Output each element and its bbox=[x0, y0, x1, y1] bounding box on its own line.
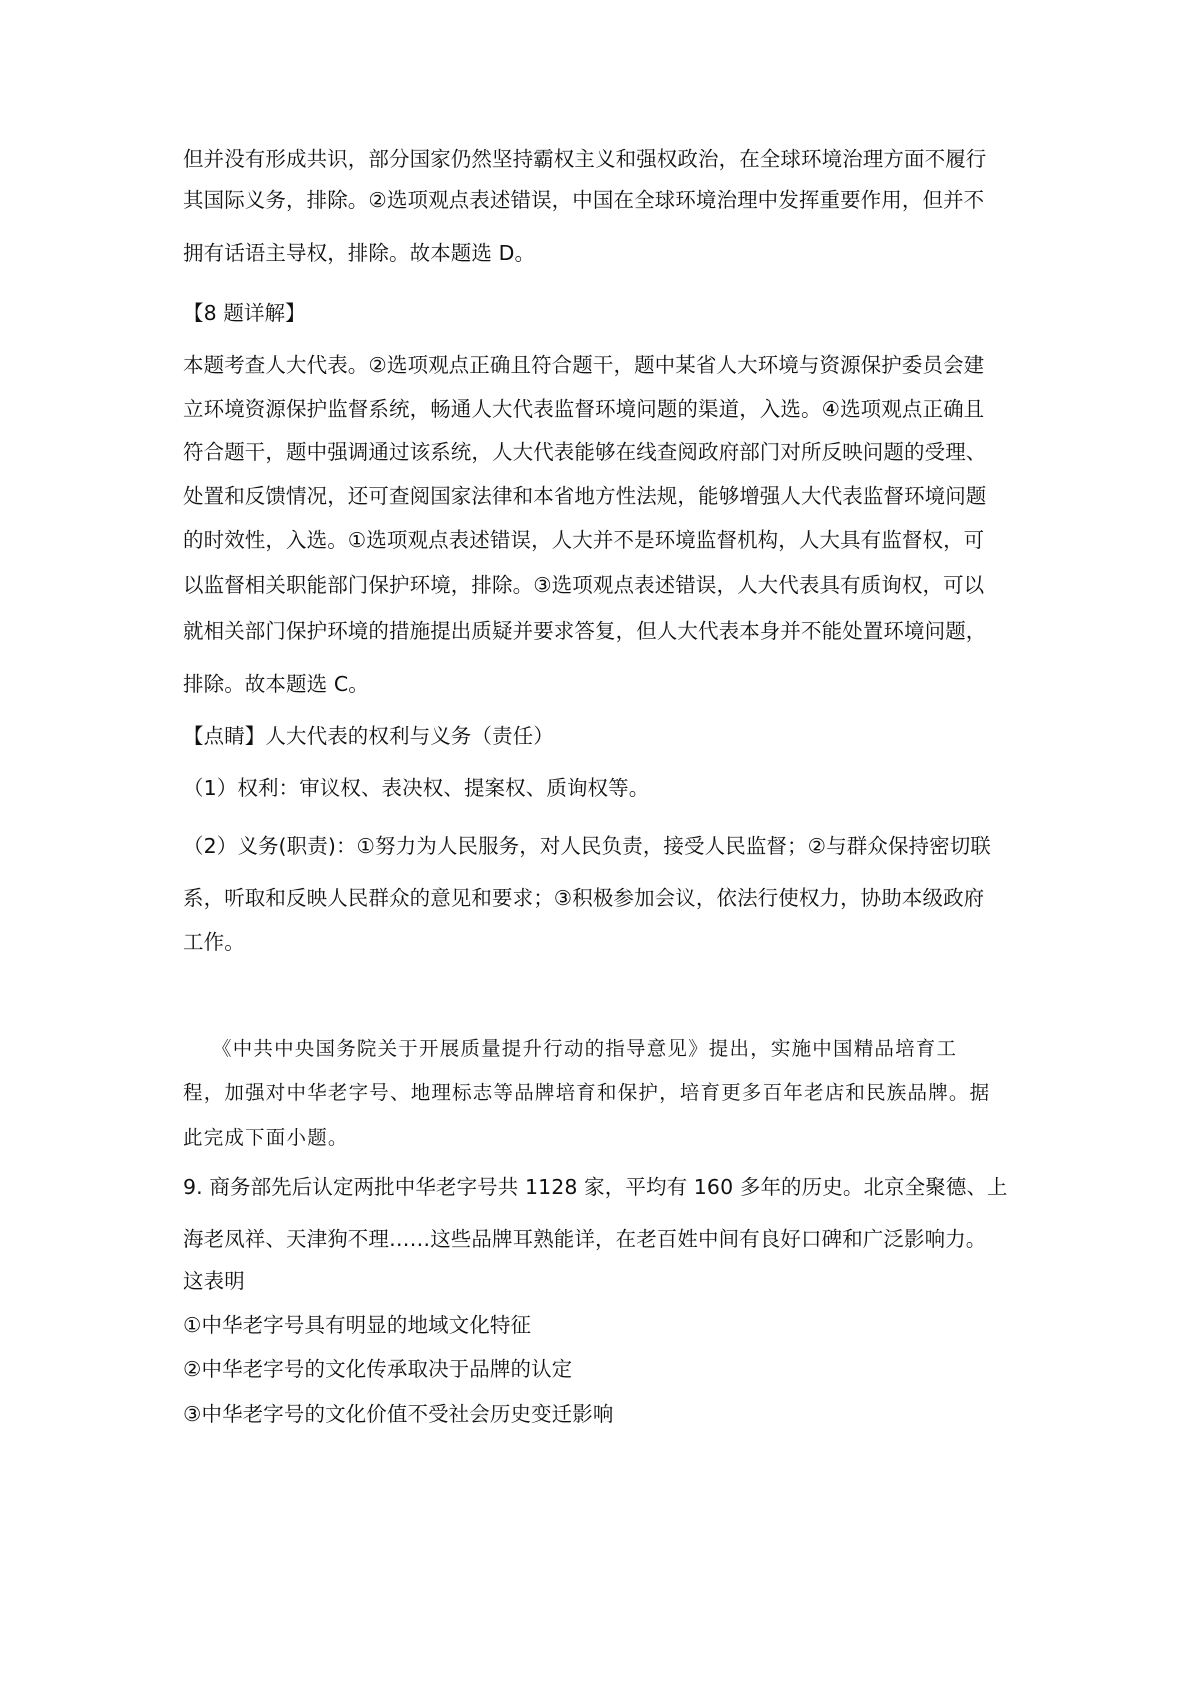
option-line: ③中华老字号的文化价值不受社会历史变迁影响 bbox=[183, 1402, 614, 1426]
rights-line: （1）权利：审议权、表决权、提案权、质询权等。 bbox=[183, 776, 650, 800]
paragraph-line: 其国际义务，排除。②选项观点表述错误，中国在全球环境治理中发挥重要作用，但并不 bbox=[183, 188, 985, 212]
paragraph-line: 立环境资源保护监督系统，畅通人大代表监督环境问题的渠道，入选。④选项观点正确且 bbox=[183, 397, 985, 421]
paragraph-line: 就相关部门保护环境的措施提出质疑并要求答复，但人大代表本身并不能处置环境问题， bbox=[183, 619, 987, 643]
paragraph-line: 以监督相关职能部门保护环境，排除。③选项观点表述错误，人大代表具有质询权，可以 bbox=[183, 573, 985, 597]
option-line: ②中华老字号的文化传承取决于品牌的认定 bbox=[183, 1357, 573, 1381]
tip-title: 【点睛】人大代表的权利与义务（责任） bbox=[183, 724, 554, 748]
material-line: 此完成下面小题。 bbox=[183, 1126, 349, 1149]
material-line: 程，加强对中华老字号、地理标志等品牌培育和保护，培育更多百年老店和民族品牌。据 bbox=[183, 1081, 991, 1104]
duties-line: （2）义务(职责)：①努力为人民服务，对人民负责，接受人民监督；②与群众保持密切联 bbox=[183, 834, 991, 858]
duties-line: 系，听取和反映人民群众的意见和要求；③积极参加会议，依法行使权力，协助本级政府 bbox=[183, 886, 985, 910]
material-line: 《中共中央国务院关于开展质量提升行动的指导意见》提出，实施中国精品培育工 bbox=[212, 1037, 958, 1060]
question-stem-line: 9. 商务部先后认定两批中华老字号共 1128 家，平均有 160 多年的历史。北京全聚德、上 bbox=[183, 1175, 1008, 1199]
paragraph-line: 排除。故本题选 C。 bbox=[183, 672, 369, 696]
paragraph-line: 的时效性，入选。①选项观点表述错误，人大并不是环境监督机构，人大具有监督权，可 bbox=[183, 528, 985, 552]
question-stem-line: 这表明 bbox=[183, 1269, 245, 1293]
paragraph-line: 本题考查人大代表。②选项观点正确且符合题干，题中某省人大环境与资源保护委员会建 bbox=[183, 353, 985, 377]
question-stem-line: 海老凤祥、天津狗不理……这些品牌耳熟能详，在老百姓中间有良好口碑和广泛影响力。 bbox=[183, 1227, 987, 1251]
paragraph-line: 但并没有形成共识，部分国家仍然坚持霸权主义和强权政治，在全球环境治理方面不履行 bbox=[183, 147, 987, 171]
duties-line: 工作。 bbox=[183, 930, 245, 954]
section-heading: 【8 题详解】 bbox=[183, 301, 306, 325]
paragraph-line: 处置和反馈情况，还可查阅国家法律和本省地方性法规，能够增强人大代表监督环境问题 bbox=[183, 484, 987, 508]
option-line: ①中华老字号具有明显的地域文化特征 bbox=[183, 1313, 532, 1337]
paragraph-line: 拥有话语主导权，排除。故本题选 D。 bbox=[183, 241, 536, 265]
paragraph-line: 符合题干，题中强调通过该系统，人大代表能够在线查阅政府部门对所反映问题的受理、 bbox=[183, 440, 987, 464]
